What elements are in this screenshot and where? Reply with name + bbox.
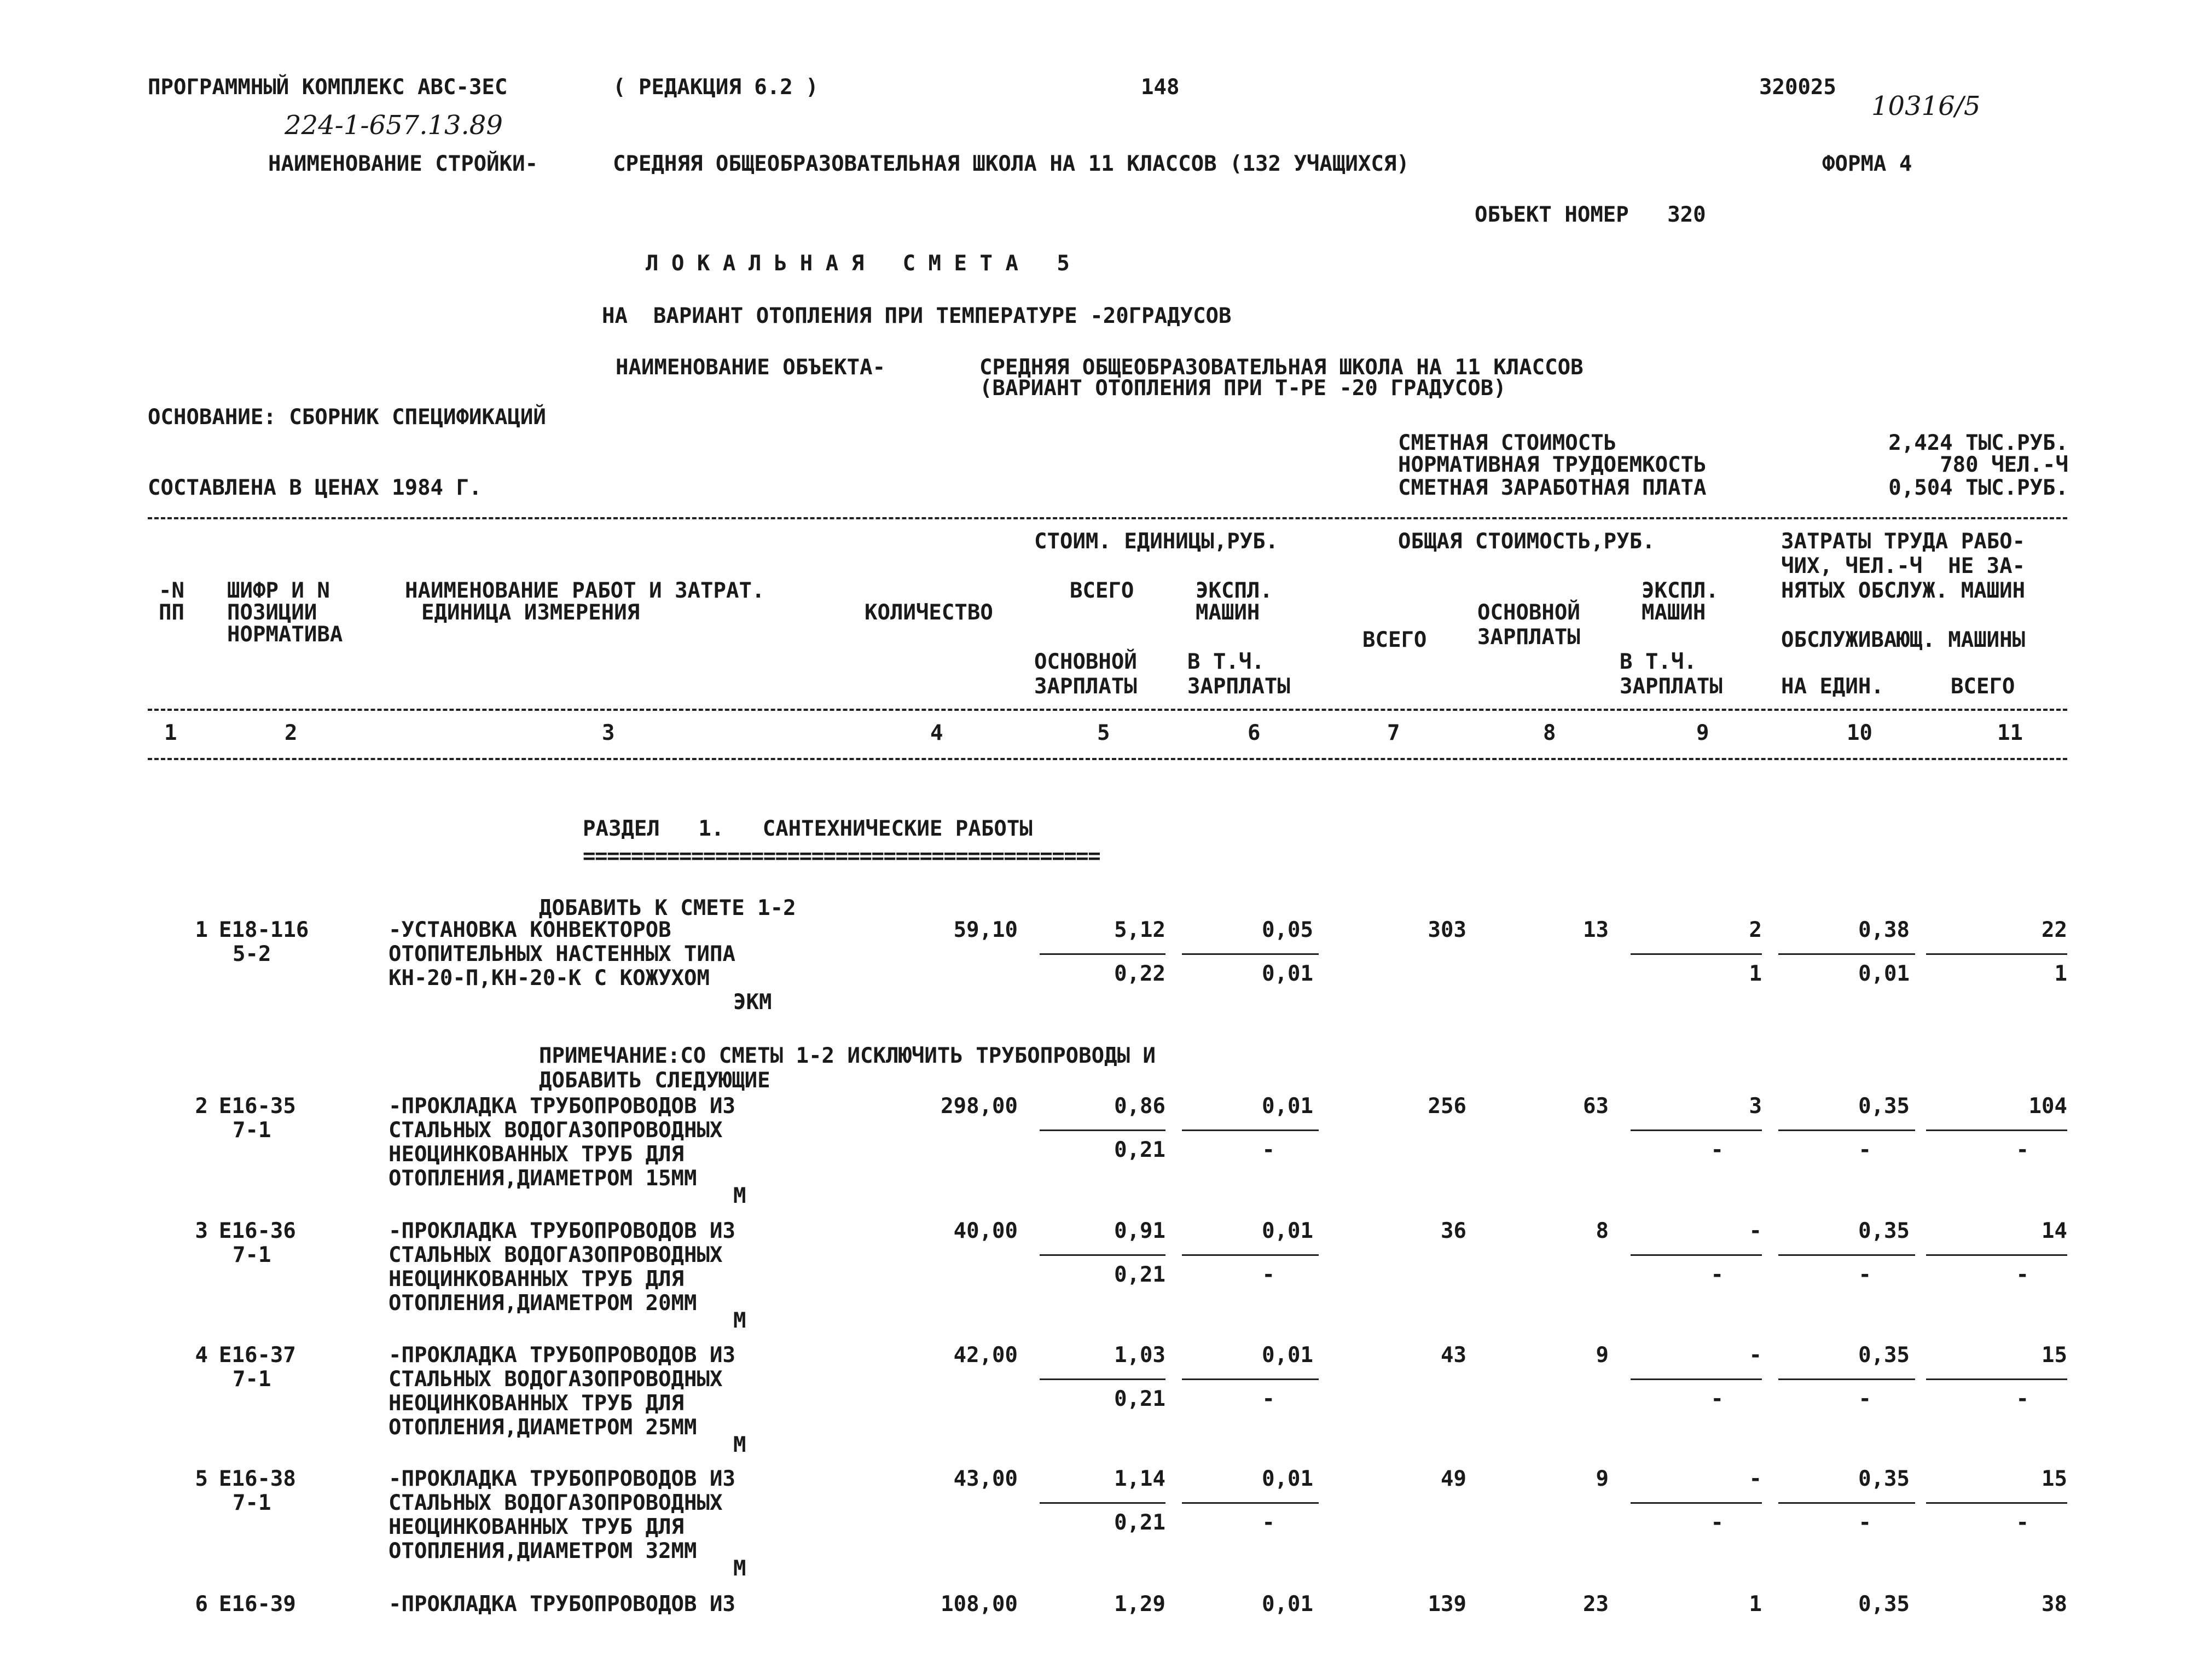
- cell-divider-line: [1631, 1254, 1762, 1256]
- col-header-code: ПОЗИЦИИ: [227, 600, 317, 625]
- row-value-c8: 63: [1583, 1094, 1609, 1119]
- row-value-c9: 2: [1749, 918, 1762, 942]
- row-code-sub: 5-2: [233, 942, 271, 966]
- row-code-sub: 7-1: [233, 1118, 271, 1143]
- cell-divider-line: [1182, 1254, 1319, 1256]
- row-description: НЕОЦИНКОВАННЫХ ТРУБ ДЛЯ: [388, 1391, 685, 1416]
- row-value-c11: 22: [2042, 918, 2067, 942]
- cell-divider-line: [1182, 1378, 1319, 1380]
- row-description: НЕОЦИНКОВАННЫХ ТРУБ ДЛЯ: [388, 1515, 685, 1539]
- construction-name: СРЕДНЯЯ ОБЩЕОБРАЗОВАТЕЛЬНАЯ ШКОЛА НА 11 КЛАССОВ (132 УЧАЩИХСЯ): [613, 152, 1410, 176]
- row-value-c5b: 0,22: [1114, 961, 1165, 986]
- row-value-c8: 9: [1596, 1467, 1609, 1491]
- col-header-unit-incl: ЗАРПЛАТЫ: [1187, 674, 1290, 699]
- row-code: Е16-35: [219, 1094, 296, 1119]
- row-value-c9: 3: [1749, 1094, 1762, 1119]
- col-header-labor-total: ВСЕГО: [1951, 674, 2015, 699]
- row-value-c10b: -: [1858, 1138, 1871, 1162]
- section-title: РАЗДЕЛ 1. САНТЕХНИЧЕСКИЕ РАБОТЫ: [583, 816, 1033, 841]
- form-number: ФОРМА 4: [1822, 152, 1912, 176]
- summary-value: 0,504 ТЫС.РУБ.: [1888, 476, 2068, 500]
- row-description: НЕОЦИНКОВАННЫХ ТРУБ ДЛЯ: [388, 1267, 685, 1291]
- col-header-unit-wage: ЗАРПЛАТЫ: [1034, 674, 1137, 699]
- row-description: СТАЛЬНЫХ ВОДОГАЗОПРОВОДНЫХ: [388, 1367, 723, 1392]
- row-unit: М: [733, 1184, 746, 1208]
- row-value-qty: 43,00: [953, 1467, 1018, 1491]
- row-value-c7: 36: [1441, 1219, 1466, 1243]
- col-header-total-cost: ОБЩАЯ СТОИМОСТЬ,РУБ.: [1398, 529, 1655, 554]
- col-header-quantity: КОЛИЧЕСТВО: [865, 600, 993, 625]
- row-value-c5: 0,86: [1114, 1094, 1165, 1119]
- row-description: СТАЛЬНЫХ ВОДОГАЗОПРОВОДНЫХ: [388, 1491, 723, 1515]
- row-value-c7: 256: [1428, 1094, 1466, 1119]
- estimate-subtitle: НА ВАРИАНТ ОТОПЛЕНИЯ ПРИ ТЕМПЕРАТУРЕ -20ГРАДУСОВ: [602, 304, 1232, 328]
- row-value-c10: 0,35: [1858, 1467, 1910, 1491]
- column-number: 5: [1097, 721, 1110, 745]
- col-header-total-wage: ЗАРПЛАТЫ: [1477, 625, 1580, 650]
- col-header-unit-total: ВСЕГО: [1070, 578, 1134, 603]
- row-value-c9b: -: [1710, 1387, 1724, 1411]
- object-name-line-2: (ВАРИАНТ ОТОПЛЕНИЯ ПРИ Т-РЕ -20 ГРАДУСОВ): [979, 376, 1506, 401]
- row-number: 6: [195, 1592, 208, 1617]
- col-header-labor-service: ОБСЛУЖИВАЮЩ. МАШИНЫ: [1781, 628, 2026, 652]
- row-value-c5b: 0,21: [1114, 1510, 1165, 1535]
- row-description: ОТОПЛЕНИЯ,ДИАМЕТРОМ 25ММ: [388, 1415, 697, 1440]
- object-number: ОБЪЕКТ НОМЕР 320: [1475, 202, 1706, 227]
- row-value-c7: 303: [1428, 918, 1466, 942]
- row-value-c11b: -: [2016, 1387, 2029, 1411]
- cell-divider-line: [1778, 1378, 1915, 1380]
- column-number: 6: [1248, 721, 1261, 745]
- row-number: 1: [195, 918, 208, 942]
- column-number: 7: [1387, 721, 1400, 745]
- row-value-c7: 49: [1441, 1467, 1466, 1491]
- program-name: ПРОГРАММНЫЙ КОМПЛЕКС АВС-3ЕС: [148, 75, 508, 100]
- col-header-total-incl: В Т.Ч.: [1620, 650, 1697, 674]
- cell-divider-line: [1631, 1502, 1762, 1504]
- row-unit: ЭКМ: [733, 990, 772, 1015]
- cell-divider-line: [1926, 953, 2067, 955]
- row-value-qty: 42,00: [953, 1343, 1018, 1368]
- row-value-c5: 1,29: [1114, 1592, 1165, 1617]
- row-code: Е16-36: [219, 1219, 296, 1243]
- col-header-code: НОРМАТИВА: [227, 622, 343, 647]
- row-value-c11b: -: [2016, 1510, 2029, 1535]
- col-header-number: ПП: [159, 600, 184, 625]
- col-header-total-wage: ОСНОВНОЙ: [1477, 600, 1580, 625]
- row-description: -ПРОКЛАДКА ТРУБОПРОВОДОВ ИЗ: [388, 1094, 735, 1119]
- col-header-unit-wage: ОСНОВНОЙ: [1034, 650, 1137, 674]
- row-value-c11: 14: [2042, 1219, 2067, 1243]
- row-code-sub: 7-1: [233, 1491, 271, 1515]
- row-code: Е16-37: [219, 1343, 296, 1368]
- row-value-c6b: 0,01: [1262, 961, 1313, 986]
- row-description: -УСТАНОВКА КОНВЕКТОРОВ: [388, 918, 671, 942]
- row-description: КН-20-П,КН-20-К С КОЖУХОМ: [388, 966, 710, 990]
- col-header-name: ЕДИНИЦА ИЗМЕРЕНИЯ: [421, 600, 640, 625]
- row-value-c10: 0,35: [1858, 1592, 1910, 1617]
- handwritten-reference-right: 10316/5: [1871, 91, 1981, 121]
- row-value-c7: 43: [1441, 1343, 1466, 1368]
- row-code: Е18-116: [219, 918, 309, 942]
- col-header-total-all: ВСЕГО: [1362, 628, 1427, 652]
- cell-divider-line: [1631, 1378, 1762, 1380]
- row-description: ОТОПЛЕНИЯ,ДИАМЕТРОМ 15ММ: [388, 1166, 697, 1191]
- row-value-c9: 1: [1749, 1592, 1762, 1617]
- row-code: Е16-38: [219, 1467, 296, 1491]
- row-value-c10b: -: [1858, 1387, 1871, 1411]
- col-header-number: -N: [159, 578, 184, 603]
- cell-divider-line: [1040, 1254, 1165, 1256]
- row-value-c5: 5,12: [1114, 918, 1165, 942]
- row-number: 5: [195, 1467, 208, 1491]
- row-description: ОТОПИТЕЛЬНЫХ НАСТЕННЫХ ТИПА: [388, 942, 735, 966]
- row-value-c9: -: [1749, 1219, 1762, 1243]
- row-value-c6: 0,01: [1262, 1094, 1313, 1119]
- row-description: -ПРОКЛАДКА ТРУБОПРОВОДОВ ИЗ: [388, 1343, 735, 1368]
- row-code-sub: 7-1: [233, 1243, 271, 1267]
- row-value-c10: 0,35: [1858, 1219, 1910, 1243]
- col-header-labor: ЗАТРАТЫ ТРУДА РАБО-: [1781, 529, 2026, 554]
- basis: ОСНОВАНИЕ: СБОРНИК СПЕЦИФИКАЦИЙ: [148, 405, 546, 430]
- row-value-c7: 139: [1428, 1592, 1466, 1617]
- row-description: -ПРОКЛАДКА ТРУБОПРОВОДОВ ИЗ: [388, 1219, 735, 1243]
- col-header-total-incl: ЗАРПЛАТЫ: [1620, 674, 1723, 699]
- row-description: -ПРОКЛАДКА ТРУБОПРОВОДОВ ИЗ: [388, 1467, 735, 1491]
- col-header-labor: ЧИХ, ЧЕЛ.-Ч НЕ ЗА-: [1781, 554, 2026, 578]
- col-header-code: ШИФР И N: [227, 578, 330, 603]
- section-underline: ===========================================: [583, 844, 1100, 868]
- row-description: СТАЛЬНЫХ ВОДОГАЗОПРОВОДНЫХ: [388, 1243, 723, 1267]
- revision: ( РЕДАКЦИЯ 6.2 ): [613, 75, 819, 100]
- row-value-c11b: -: [2016, 1262, 2029, 1287]
- cell-divider-line: [1182, 953, 1319, 955]
- row-unit: М: [733, 1308, 746, 1333]
- cell-divider-line: [1182, 1129, 1319, 1131]
- cell-divider-line: [1926, 1378, 2067, 1380]
- cell-divider-line: [1926, 1254, 2067, 1256]
- row-unit: М: [733, 1556, 746, 1581]
- note-add-to-estimate: ДОБАВИТЬ К СМЕТЕ 1-2: [539, 896, 796, 920]
- row-value-c5b: 0,21: [1114, 1387, 1165, 1411]
- row-value-c9b: 1: [1749, 961, 1762, 986]
- summary-value: 780 ЧЕЛ.-Ч: [1940, 453, 2068, 477]
- row-value-c6: 0,01: [1262, 1467, 1313, 1491]
- col-header-unit-incl: В Т.Ч.: [1187, 650, 1265, 674]
- row-number: 4: [195, 1343, 208, 1368]
- row-value-qty: 40,00: [953, 1219, 1018, 1243]
- row-description: ОТОПЛЕНИЯ,ДИАМЕТРОМ 32ММ: [388, 1539, 697, 1563]
- row-number: 2: [195, 1094, 208, 1119]
- cell-divider-line: [1040, 953, 1165, 955]
- row-code: Е16-39: [219, 1592, 296, 1617]
- row-value-c11b: -: [2016, 1138, 2029, 1162]
- handwritten-reference-left: 224-1-657.13.89: [285, 110, 503, 141]
- row-description: НЕОЦИНКОВАННЫХ ТРУБ ДЛЯ: [388, 1142, 685, 1167]
- row-value-c11: 104: [2028, 1094, 2067, 1119]
- row-code-sub: 7-1: [233, 1367, 271, 1392]
- construction-label: НАИМЕНОВАНИЕ СТРОЙКИ-: [268, 152, 538, 176]
- row-value-c10b: -: [1858, 1262, 1871, 1287]
- cell-divider-line: [1040, 1502, 1165, 1504]
- row-value-c6b: -: [1262, 1510, 1275, 1535]
- col-header-labor: НЯТЫХ ОБСЛУЖ. МАШИН: [1781, 578, 2026, 603]
- cell-divider-line: [1631, 953, 1762, 955]
- row-value-c5: 0,91: [1114, 1219, 1165, 1243]
- column-number: 10: [1847, 721, 1872, 745]
- row-number: 3: [195, 1219, 208, 1243]
- summary-label: СМЕТНАЯ ЗАРАБОТНАЯ ПЛАТА: [1398, 476, 1707, 500]
- row-description: -ПРОКЛАДКА ТРУБОПРОВОДОВ ИЗ: [388, 1592, 735, 1617]
- row-value-c11: 38: [2042, 1592, 2067, 1617]
- column-number: 9: [1696, 721, 1709, 745]
- cell-divider-line: [1182, 1502, 1319, 1504]
- row-value-c6: 0,05: [1262, 918, 1313, 942]
- row-value-qty: 108,00: [941, 1592, 1018, 1617]
- row-value-c10: 0,35: [1858, 1343, 1910, 1368]
- cell-divider-line: [1040, 1378, 1165, 1380]
- row-value-c11: 15: [2042, 1467, 2067, 1491]
- cell-divider-line: [1926, 1502, 2067, 1504]
- row-value-c6: 0,01: [1262, 1592, 1313, 1617]
- row-value-c6b: -: [1262, 1138, 1275, 1162]
- remark-line-1: ПРИМЕЧАНИЕ:СО СМЕТЫ 1-2 ИСКЛЮЧИТЬ ТРУБОПРОВОДЫ И: [539, 1044, 1156, 1068]
- row-value-c9b: -: [1710, 1510, 1724, 1535]
- col-header-unit-machines: МАШИН: [1196, 600, 1260, 625]
- col-header-total-machines: МАШИН: [1642, 600, 1706, 625]
- price-base: СОСТАВЛЕНА В ЦЕНАХ 1984 Г.: [148, 476, 482, 500]
- row-value-c5: 1,03: [1114, 1343, 1165, 1368]
- column-number: 4: [930, 721, 943, 745]
- header-bottom-rule: [148, 758, 2067, 760]
- header-mid-rule: [148, 709, 2067, 711]
- col-header-total-machines: ЭКСПЛ.: [1642, 578, 1719, 603]
- row-value-c9: -: [1749, 1467, 1762, 1491]
- page-number: 148: [1141, 75, 1180, 100]
- row-value-c6: 0,01: [1262, 1343, 1313, 1368]
- row-value-c11: 15: [2042, 1343, 2067, 1368]
- row-unit: М: [733, 1433, 746, 1457]
- row-value-c10: 0,38: [1858, 918, 1910, 942]
- column-number: 8: [1543, 721, 1556, 745]
- col-header-unit-machines: ЭКСПЛ.: [1196, 578, 1273, 603]
- remark-line-2: ДОБАВИТЬ СЛЕДУЮЩИЕ: [539, 1068, 770, 1093]
- cell-divider-line: [1631, 1129, 1762, 1131]
- row-description: ОТОПЛЕНИЯ,ДИАМЕТРОМ 20ММ: [388, 1291, 697, 1316]
- column-number: 1: [164, 721, 177, 745]
- row-value-c6: 0,01: [1262, 1219, 1313, 1243]
- row-value-c9: -: [1749, 1343, 1762, 1368]
- row-value-c8: 9: [1596, 1343, 1609, 1368]
- row-value-c10b: -: [1858, 1510, 1871, 1535]
- column-number: 3: [602, 721, 615, 745]
- object-label: НАИМЕНОВАНИЕ ОБЪЕКТА-: [616, 355, 886, 380]
- table-top-rule: [148, 517, 2067, 519]
- cell-divider-line: [1778, 1502, 1915, 1504]
- row-value-c5: 1,14: [1114, 1467, 1165, 1491]
- estimate-title: Л О К А Л Ь Н А Я С М Е Т А 5: [646, 251, 1070, 276]
- col-header-unit-cost: СТОИМ. ЕДИНИЦЫ,РУБ.: [1034, 529, 1279, 554]
- column-number: 2: [285, 721, 298, 745]
- col-header-labor-unit: НА ЕДИН.: [1781, 674, 1884, 699]
- col-header-name: НАИМЕНОВАНИЕ РАБОТ И ЗАТРАТ.: [405, 578, 765, 603]
- summary-label: СМЕТНАЯ СТОИМОСТЬ: [1398, 431, 1617, 455]
- row-value-c9b: -: [1710, 1138, 1724, 1162]
- row-value-c8: 13: [1583, 918, 1609, 942]
- cell-divider-line: [1778, 953, 1915, 955]
- document-code: 320025: [1759, 75, 1836, 100]
- row-value-c5b: 0,21: [1114, 1138, 1165, 1162]
- row-value-c9b: -: [1710, 1262, 1724, 1287]
- cell-divider-line: [1778, 1129, 1915, 1131]
- row-description: СТАЛЬНЫХ ВОДОГАЗОПРОВОДНЫХ: [388, 1118, 723, 1143]
- row-value-c10b: 0,01: [1858, 961, 1910, 986]
- cell-divider-line: [1926, 1129, 2067, 1131]
- summary-value: 2,424 ТЫС.РУБ.: [1888, 431, 2068, 455]
- row-value-c10: 0,35: [1858, 1094, 1910, 1119]
- row-value-c6b: -: [1262, 1262, 1275, 1287]
- row-value-qty: 298,00: [941, 1094, 1018, 1119]
- row-value-c5b: 0,21: [1114, 1262, 1165, 1287]
- object-name-line-1: СРЕДНЯЯ ОБЩЕОБРАЗОВАТЕЛЬНАЯ ШКОЛА НА 11 КЛАССОВ: [979, 355, 1584, 380]
- row-value-qty: 59,10: [953, 918, 1018, 942]
- row-value-c8: 23: [1583, 1592, 1609, 1617]
- row-value-c11b: 1: [2054, 961, 2067, 986]
- cell-divider-line: [1040, 1129, 1165, 1131]
- row-value-c6b: -: [1262, 1387, 1275, 1411]
- cell-divider-line: [1778, 1254, 1915, 1256]
- row-value-c8: 8: [1596, 1219, 1609, 1243]
- summary-label: НОРМАТИВНАЯ ТРУДОЕМКОСТЬ: [1398, 453, 1707, 477]
- column-number: 11: [1997, 721, 2023, 745]
